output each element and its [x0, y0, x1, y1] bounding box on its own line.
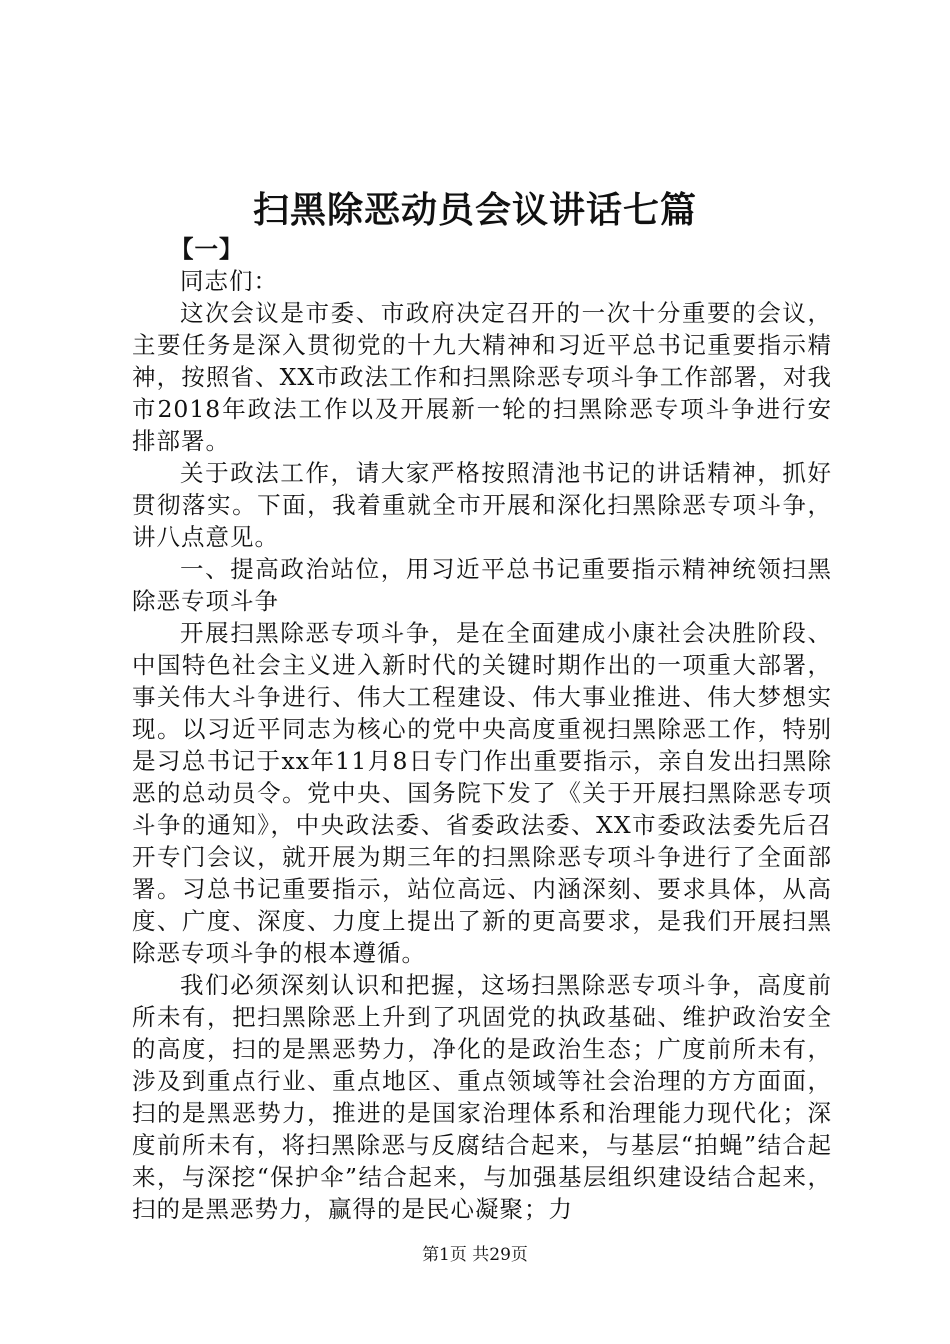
document-body — [132, 233, 832, 1225]
paragraph-3: 开展扫黑除恶专项斗争，是在全面建成小康社会决胜阶段、中国特色社会主义进入新时代的关键时期作出的一项重大部署，事关伟大斗争进行、伟大工程建设、伟大事业推进、伟大梦想实现。以习近平同志为核心的党中央高度重视扫黑除恶工作，特别是习总书记于xx年11月8日专门作出重要指示，亲自发出扫黑除恶的总动员令。党中央、国务院下发了《关于开展扫黑除恶专项斗争的通知》，中央政法委、省委政法委、XX市委政法委先后召开专门会议，就开展为期三年的扫黑除恶专项斗争进行了全面部署。习总书记重要指示，站位高远、内涵深刻、要求具体，从高度、广度、深度、力度上提出了新的更高要求，是我们开展扫黑除恶专项斗争的根本遵循。 — [132, 619, 832, 967]
salutation: 同志们： — [180, 267, 278, 295]
paragraph-4: 我们必须深刻认识和把握，这场扫黑除恶专项斗争，高度前所未有，把扫黑除恶上升到了巩固党的执政基础、维护政治安全的高度，扫的是黑恶势力，净化的是政治生态；广度前所未有，涉及到重点行业、重点地区、重点领域等社会治理的方方面面，扫的是黑恶势力，推进的是国家治理体系和治理能力现代化；深度前所未有，将扫黑除恶与反腐结合起来，与基层“拍蝇”结合起来，与深挖“保护伞”结合起来，与加强基层组织建设结合起来，扫的是黑恶势力，赢得的是民心凝聚；力 — [132, 971, 832, 1223]
paragraph-2: 关于政法工作，请大家严格按照清池书记的讲话精神，抓好贯彻落实。下面，我着重就全市开展和深化扫黑除恶专项斗争，讲八点意见。 — [132, 459, 832, 551]
paragraph-1: 这次会议是市委、市政府决定召开的一次十分重要的会议，主要任务是深入贯彻党的十九大精神和习近平总书记重要指示精神，按照省、XX市政法工作和扫黑除恶专项斗争工作部署，对我市2018年政法工作以及开展新一轮的扫黑除恶专项斗争进行安排部署。 — [132, 299, 832, 455]
page-number-footer: 第1页 共29页 — [422, 1245, 528, 1265]
section-marker: 【一】 — [170, 235, 244, 263]
section-heading-1: 一、提高政治站位，用习近平总书记重要指示精神统领扫黑除恶专项斗争 — [132, 555, 832, 615]
document-title: 扫黑除恶动员会议讲话七篇 — [252, 189, 697, 231]
